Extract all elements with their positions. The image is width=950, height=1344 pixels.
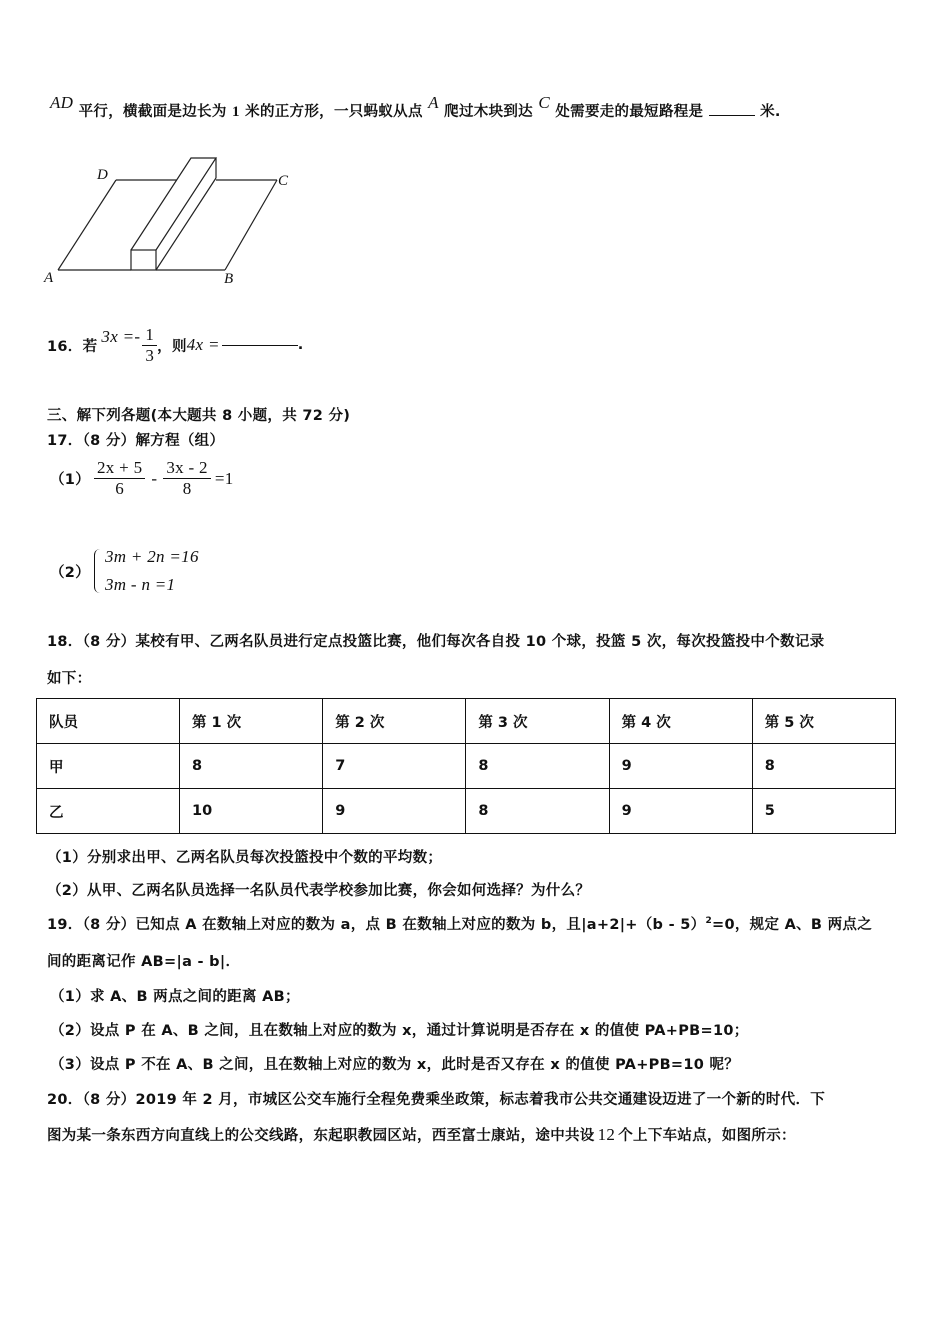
q19-sub2: （2）设点 P 在 A、B 之间，且在数轴上对应的数为 x，通过计算说明是否存在 x 的值使 PA+PB=10；	[50, 1023, 749, 1039]
wood-block-figure	[40, 155, 310, 290]
q15-text1: 平行，横截面是边长为	[78, 104, 227, 120]
table-cell: 7	[323, 744, 466, 789]
q17-sys-line1: 3m + 2n =16	[105, 547, 199, 566]
table-header-cell: 第 5 次	[752, 699, 895, 744]
q19-line1-b: =0，规定 A、B 两点之	[712, 917, 873, 933]
q17-part1	[50, 458, 234, 499]
q17-minus: -	[151, 468, 158, 488]
q17-system	[105, 543, 199, 599]
block-top-face	[131, 158, 216, 250]
q17-title: 17．（8 分）解方程（组）	[47, 433, 225, 449]
q19-line1	[47, 913, 872, 934]
table-header-cell: 第 3 次	[466, 699, 609, 744]
q20-line1: 20．（8 分）2019 年 2 月，市城区公交车施行全程免费乘坐政策，标志着我市公共交通建设迈进了一个新的时代．下	[47, 1092, 826, 1108]
table-cell: 5	[752, 789, 895, 834]
table-cell: 9	[609, 744, 752, 789]
q20-twelve: 12	[597, 1125, 616, 1144]
q16-blank	[222, 345, 298, 346]
q18-line2: 如下：	[47, 671, 92, 687]
q16-num: 16．若	[47, 338, 98, 355]
table-header-cell: 第 1 次	[180, 699, 323, 744]
edge-bc	[225, 180, 277, 270]
q17-p1-label: （1）	[50, 472, 90, 488]
q19-sup: 2	[705, 916, 712, 927]
q15-line	[50, 93, 781, 140]
q17-f2-den: 8	[182, 479, 192, 498]
q15-a: A	[428, 93, 439, 112]
q17-eq: =1	[214, 468, 234, 488]
system-brace	[94, 549, 101, 593]
table-header-row	[37, 699, 896, 744]
q17-sys-line2: 3m - n =1	[105, 575, 176, 594]
q17-f1-num: 2x + 5	[94, 458, 145, 479]
q15-c: C	[538, 93, 550, 112]
q16-frac-num: 1	[142, 325, 157, 346]
table-cell: 9	[609, 789, 752, 834]
label-d: D	[97, 167, 108, 183]
q17-fraction2	[163, 458, 210, 499]
table-cell: 乙	[37, 789, 180, 834]
q16-mid: ，则	[157, 338, 187, 355]
table-cell: 8	[466, 789, 609, 834]
table-cell: 9	[323, 789, 466, 834]
q17-f1-den: 6	[115, 479, 125, 498]
block-front-face	[131, 250, 156, 270]
table-cell: 甲	[37, 744, 180, 789]
q15-ad: AD	[50, 93, 74, 112]
q16-fraction	[142, 325, 157, 366]
table-cell: 10	[180, 789, 323, 834]
q19-line1-a: 19．（8 分）已知点 A 在数轴上对应的数为 a，点 B 在数轴上对应的数为 b，且|a+2|+（b - 5）	[47, 917, 706, 933]
q15-blank	[709, 115, 755, 116]
q16-end: .	[297, 337, 304, 353]
table-header-cell: 第 4 次	[609, 699, 752, 744]
q15-text2: 米的正方形，一只蚂蚁从点	[245, 104, 423, 120]
q20-line2	[47, 1124, 796, 1145]
table-cell: 8	[752, 744, 895, 789]
q16-rhs: 4x =	[186, 335, 220, 354]
score-table	[36, 698, 896, 834]
q19-sub3: （3）设点 P 不在 A、B 之间，且在数轴上对应的数为 x，此时是否又存在 x 的值使 PA+PB=10 呢？	[50, 1057, 740, 1073]
table-row	[37, 744, 896, 789]
q15-text4: 处需要走的最短路程是	[555, 104, 704, 120]
table-row	[37, 789, 896, 834]
q16-line	[47, 320, 304, 370]
block-bottom-edge	[156, 178, 216, 270]
q18-line1: 18．（8 分）某校有甲、乙两名队员进行定点投篮比赛，他们每次各自投 10 个球，投篮 5 次，每次投篮投中个数记录	[47, 634, 825, 650]
label-c: C	[278, 173, 289, 189]
edge-ad	[58, 180, 116, 270]
q16-frac-den: 3	[145, 345, 155, 365]
table-header-cell: 第 2 次	[323, 699, 466, 744]
q19-sub1: （1）求 A、B 两点之间的距离 AB；	[50, 989, 300, 1005]
q17-part2	[50, 543, 199, 599]
q19-line2: 间的距离记作 AB=|a - b|．	[47, 954, 241, 970]
q17-p2-label: （2）	[50, 564, 90, 581]
q15-text5: 米.	[760, 104, 781, 120]
q15-one: 1	[231, 104, 240, 120]
section3-title: 三、解下列各题(本大题共 8 小题，共 72 分)	[47, 408, 351, 424]
q20-line2-b: 个上下车站点，如图所示：	[618, 1128, 796, 1144]
q15-text3: 爬过木块到达	[444, 104, 533, 120]
q18-sub1: （1）分别求出甲、乙两名队员每次投篮投中个数的平均数；	[47, 850, 443, 866]
q20-line2-a: 图为某一条东西方向直线上的公交线路，东起职教园区站，西至富士康站，途中共设	[47, 1128, 595, 1144]
q17-f2-num: 3x - 2	[163, 458, 210, 479]
table-cell: 8	[466, 744, 609, 789]
label-a: A	[44, 270, 54, 286]
table-cell: 8	[180, 744, 323, 789]
q18-sub2: （2）从甲、乙两名队员选择一名队员代表学校参加比赛，你会如何选择？为什么？	[47, 883, 591, 899]
q17-fraction1	[94, 458, 145, 499]
q16-lhs: 3x =-	[101, 327, 141, 346]
label-b: B	[224, 271, 234, 287]
table-header-cell: 队员	[37, 699, 180, 744]
